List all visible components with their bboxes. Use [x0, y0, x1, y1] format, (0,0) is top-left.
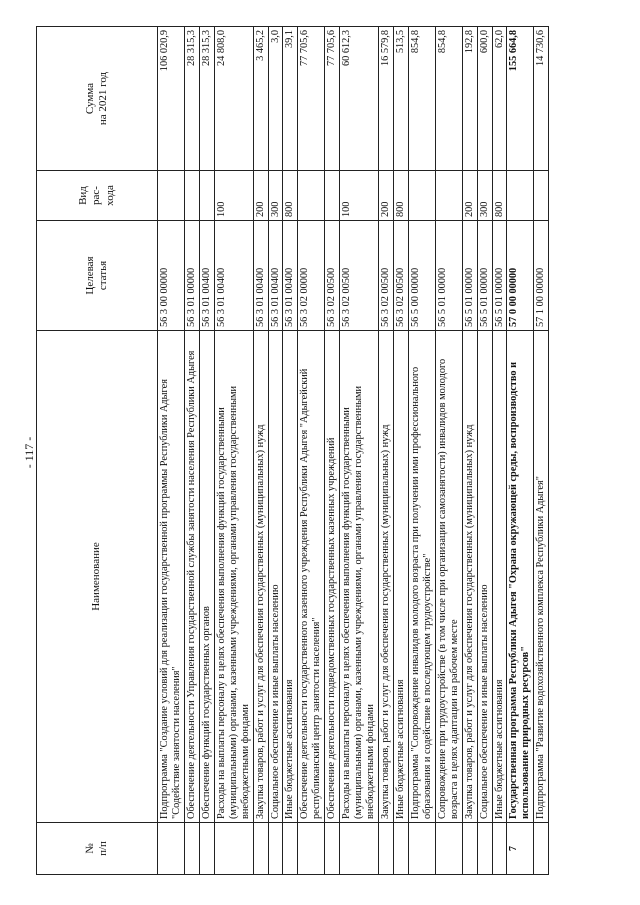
row-target-code: 56 5 01 00000: [435, 221, 462, 331]
row-sum: 39,1: [283, 27, 298, 171]
row-name: Иные бюджетные ассигнования: [492, 331, 507, 823]
row-name: Обеспечение деятельности государственного казенного учреждения Республики Адыгея "Адыгейский республиканский центр занятости населения": [298, 331, 325, 823]
row-name: Закупка товаров, работ и услуг для обеспечения государственных (муниципальных) нужд: [379, 331, 394, 823]
row-target-code: 56 3 01 00400: [268, 221, 283, 331]
row-expense-type: 300: [268, 171, 283, 221]
row-name: Иные бюджетные ассигнования: [283, 331, 298, 823]
row-target-code: 56 3 02 00500: [325, 221, 340, 331]
row-expense-type: [435, 171, 462, 221]
row-sum: 3,0: [268, 27, 283, 171]
row-sum: 600,0: [477, 27, 492, 171]
row-target-code: 56 3 01 00400: [199, 221, 214, 331]
row-expense-type: 100: [340, 171, 379, 221]
row-number: [435, 823, 462, 875]
header-expense-type: Вид рас- хода: [37, 171, 158, 221]
row-target-code: 56 3 00 00000: [158, 221, 185, 331]
row-sum: 77 705,6: [325, 27, 340, 171]
table-row: [534, 27, 549, 875]
row-sum: 77 705,6: [298, 27, 325, 171]
row-number: [325, 823, 340, 875]
row-name: Подпрограмма "Развитие водохозяйственного комплекса Республики Адыгея": [534, 331, 549, 823]
row-target-code: 56 3 02 00500: [340, 221, 379, 331]
row-expense-type: 200: [253, 171, 268, 221]
row-number: [184, 823, 199, 875]
row-sum: 3 465,2: [253, 27, 268, 171]
row-expense-type: [325, 171, 340, 221]
row-sum: 16 579,8: [379, 27, 394, 171]
row-expense-type: 300: [477, 171, 492, 221]
row-expense-type: [199, 171, 214, 221]
row-expense-type: 800: [393, 171, 408, 221]
page-number: - 117 -: [22, 436, 36, 469]
row-sum: 192,8: [462, 27, 477, 171]
row-expense-type: 800: [492, 171, 507, 221]
table-row: [325, 27, 340, 875]
row-number: [340, 823, 379, 875]
row-name: Расходы на выплаты персоналу в целях обеспечения выполнения функций государственными (муниципальными) органами, казенными учреждениями, органами управления государственными внебюджетными фондами: [214, 331, 253, 823]
row-target-code: 57 1 00 00000: [534, 221, 549, 331]
row-target-code: 56 3 01 00000: [184, 221, 199, 331]
table-row: [158, 27, 185, 875]
table-row: [283, 27, 298, 875]
row-target-code: 56 3 01 00400: [214, 221, 253, 331]
table-row: [462, 27, 477, 875]
row-name: Закупка товаров, работ и услуг для обеспечения государственных (муниципальных) нужд: [253, 331, 268, 823]
budget-table: [36, 26, 549, 875]
row-sum: 854,8: [435, 27, 462, 171]
row-target-code: 56 3 02 00500: [393, 221, 408, 331]
row-sum: 62,0: [492, 27, 507, 171]
row-number: [408, 823, 435, 875]
table-row: [199, 27, 214, 875]
row-name: Подпрограмма "Сопровождение инвалидов молодого возраста при получении ими профессионального образования и содействие в последующем трудоустройстве": [408, 331, 435, 823]
header-sum: Сумма на 2021 год: [37, 27, 158, 171]
row-name: Сопровождение при трудоустройстве (в том числе при организации самозанятости) инвалидов молодого возраста в целях адаптации на рабочем месте: [435, 331, 462, 823]
row-sum: 28 315,3: [199, 27, 214, 171]
row-target-code: 56 5 00 00000: [408, 221, 435, 331]
row-number: [158, 823, 185, 875]
row-number: [298, 823, 325, 875]
row-sum: 60 612,3: [340, 27, 379, 171]
table-row: [408, 27, 435, 875]
table-row: [184, 27, 199, 875]
row-name: Обеспечение деятельности подведомственных государственных казенных учреждений: [325, 331, 340, 823]
row-number: [253, 823, 268, 875]
row-expense-type: 200: [379, 171, 394, 221]
table-row: [477, 27, 492, 875]
row-expense-type: 100: [214, 171, 253, 221]
row-expense-type: [158, 171, 185, 221]
row-target-code: 56 5 01 00000: [477, 221, 492, 331]
row-sum: 155 664,8: [507, 27, 534, 171]
row-name: Расходы на выплаты персоналу в целях обеспечения выполнения функций государственными (муниципальными) органами, казенными учреждениями, органами управления государственными внебюджетными фондами: [340, 331, 379, 823]
row-expense-type: [298, 171, 325, 221]
row-name: Иные бюджетные ассигнования: [393, 331, 408, 823]
row-number: [268, 823, 283, 875]
row-sum: 106 020,9: [158, 27, 185, 171]
table-row: [253, 27, 268, 875]
row-name: Закупка товаров, работ и услуг для обеспечения государственных (муниципальных) нужд: [462, 331, 477, 823]
row-sum: 14 730,6: [534, 27, 549, 171]
table-header-row: [37, 27, 158, 875]
table-row: [340, 27, 379, 875]
table-row: [393, 27, 408, 875]
row-sum: 513,5: [393, 27, 408, 171]
row-number: [283, 823, 298, 875]
row-number: [214, 823, 253, 875]
row-expense-type: [408, 171, 435, 221]
row-sum: 28 315,3: [184, 27, 199, 171]
row-name: Социальное обеспечение и иные выплаты населению: [477, 331, 492, 823]
row-name: Обеспечение деятельности Управления государственной службы занятости населения Республики Адыгея: [184, 331, 199, 823]
table-body: [158, 27, 549, 875]
row-number: [462, 823, 477, 875]
row-number: [534, 823, 549, 875]
table-row: [298, 27, 325, 875]
row-target-code: 56 3 01 00400: [283, 221, 298, 331]
row-name: Социальное обеспечение и иные выплаты населению: [268, 331, 283, 823]
row-name: Обеспечение функций государственных органов: [199, 331, 214, 823]
row-target-code: 56 5 01 00000: [492, 221, 507, 331]
table-row: [492, 27, 507, 875]
header-name: Наименование: [37, 331, 158, 823]
row-target-code: 56 3 02 00500: [379, 221, 394, 331]
row-sum: 854,8: [408, 27, 435, 171]
row-expense-type: [507, 171, 534, 221]
table-row: [268, 27, 283, 875]
row-number: 7: [507, 823, 534, 875]
row-expense-type: 800: [283, 171, 298, 221]
row-number: [492, 823, 507, 875]
row-expense-type: [184, 171, 199, 221]
header-code: Целевая статья: [37, 221, 158, 331]
row-number: [379, 823, 394, 875]
row-expense-type: [534, 171, 549, 221]
row-expense-type: 200: [462, 171, 477, 221]
table-row: [435, 27, 462, 875]
row-name: Подпрограмма "Создание условий для реализации государственной программы Республики Адыгея "Содействие занятости населения": [158, 331, 185, 823]
table-row: [214, 27, 253, 875]
row-target-code: 56 5 01 00000: [462, 221, 477, 331]
row-target-code: 56 3 01 00400: [253, 221, 268, 331]
row-target-code: 56 3 02 00000: [298, 221, 325, 331]
table-row: [507, 27, 534, 875]
row-number: [393, 823, 408, 875]
row-target-code: 57 0 00 00000: [507, 221, 534, 331]
row-number: [199, 823, 214, 875]
header-num: № п/п: [37, 823, 158, 875]
table-row: [379, 27, 394, 875]
row-name: Государственная программа Республики Адыгея "Охрана окружающей среды, воспроизводство и использование природных ресурсов": [507, 331, 534, 823]
row-sum: 24 808,0: [214, 27, 253, 171]
row-number: [477, 823, 492, 875]
